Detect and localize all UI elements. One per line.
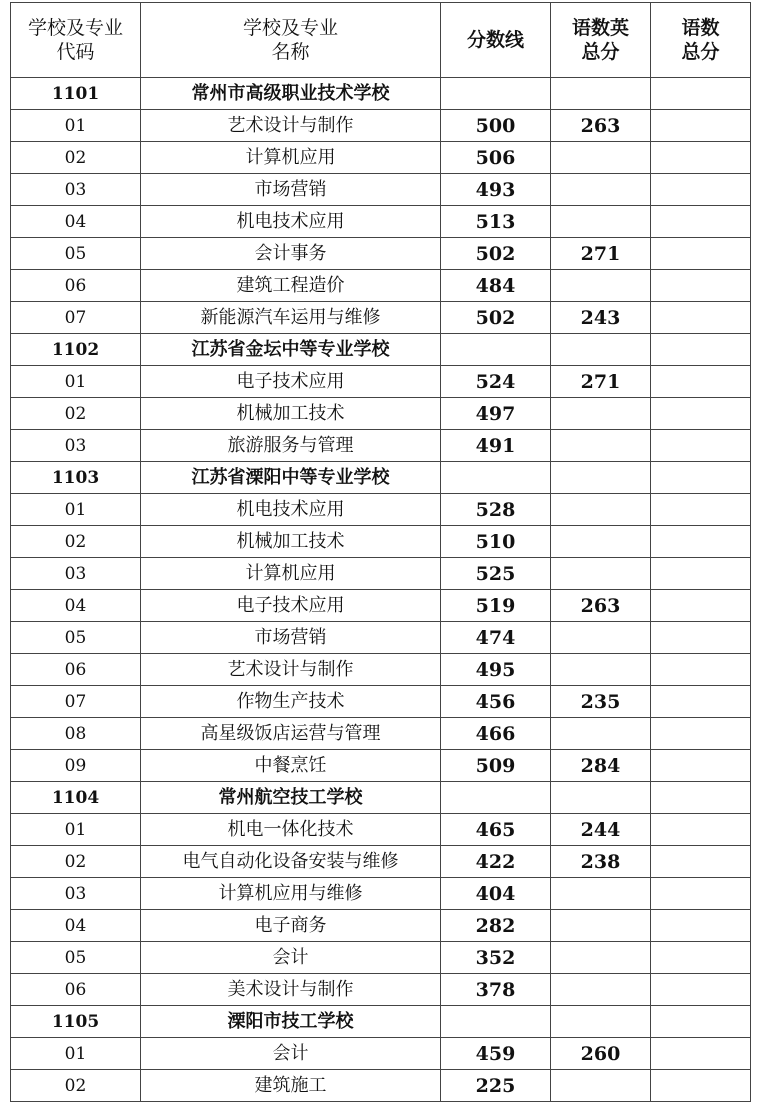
code-cell: 06 bbox=[11, 270, 141, 302]
school-row bbox=[11, 78, 751, 110]
major-row bbox=[11, 910, 751, 942]
chinese-math-total-cell bbox=[651, 654, 751, 686]
name-cell: 常州市高级职业技术学校 bbox=[141, 78, 441, 110]
score-cell: 524 bbox=[441, 366, 551, 398]
chinese-math-english-total-cell bbox=[551, 526, 651, 558]
score-cell: 352 bbox=[441, 942, 551, 974]
name-cell: 会计 bbox=[141, 1038, 441, 1070]
chinese-math-english-total-cell bbox=[551, 974, 651, 1006]
major-row bbox=[11, 238, 751, 270]
score-cell: 466 bbox=[441, 718, 551, 750]
major-row bbox=[11, 654, 751, 686]
code-cell: 05 bbox=[11, 238, 141, 270]
header-chinese-math-total bbox=[651, 3, 751, 78]
score-cell: 465 bbox=[441, 814, 551, 846]
major-row bbox=[11, 430, 751, 462]
chinese-math-english-total-cell bbox=[551, 878, 651, 910]
name-cell: 计算机应用与维修 bbox=[141, 878, 441, 910]
header-cme-line2: 总分 bbox=[581, 41, 620, 63]
major-row bbox=[11, 494, 751, 526]
header-score bbox=[441, 3, 551, 78]
score-cell: 491 bbox=[441, 430, 551, 462]
chinese-math-total-cell bbox=[651, 622, 751, 654]
chinese-math-english-total-cell bbox=[551, 782, 651, 814]
chinese-math-english-total-cell: 263 bbox=[551, 110, 651, 142]
name-cell: 机械加工技术 bbox=[141, 526, 441, 558]
score-cell: 456 bbox=[441, 686, 551, 718]
code-cell: 02 bbox=[11, 526, 141, 558]
score-cell bbox=[441, 334, 551, 366]
name-cell: 会计 bbox=[141, 942, 441, 974]
chinese-math-english-total-cell: 243 bbox=[551, 302, 651, 334]
code-cell: 04 bbox=[11, 910, 141, 942]
school-row bbox=[11, 1006, 751, 1038]
chinese-math-english-total-cell bbox=[551, 206, 651, 238]
header-cm-line2: 总分 bbox=[681, 41, 720, 63]
chinese-math-total-cell bbox=[651, 334, 751, 366]
code-cell: 04 bbox=[11, 206, 141, 238]
name-cell: 计算机应用 bbox=[141, 558, 441, 590]
chinese-math-total-cell bbox=[651, 686, 751, 718]
header-row bbox=[11, 3, 751, 78]
chinese-math-english-total-cell bbox=[551, 142, 651, 174]
score-cell: 502 bbox=[441, 302, 551, 334]
code-cell: 1102 bbox=[11, 334, 141, 366]
major-row bbox=[11, 942, 751, 974]
name-cell: 机械加工技术 bbox=[141, 398, 441, 430]
name-cell: 美术设计与制作 bbox=[141, 974, 441, 1006]
chinese-math-english-total-cell: 238 bbox=[551, 846, 651, 878]
chinese-math-english-total-cell bbox=[551, 334, 651, 366]
chinese-math-total-cell bbox=[651, 238, 751, 270]
chinese-math-total-cell bbox=[651, 1006, 751, 1038]
code-cell: 1105 bbox=[11, 1006, 141, 1038]
name-cell: 作物生产技术 bbox=[141, 686, 441, 718]
score-cell: 378 bbox=[441, 974, 551, 1006]
major-row bbox=[11, 686, 751, 718]
code-cell: 02 bbox=[11, 142, 141, 174]
chinese-math-english-total-cell: 284 bbox=[551, 750, 651, 782]
chinese-math-total-cell bbox=[651, 878, 751, 910]
chinese-math-total-cell bbox=[651, 78, 751, 110]
name-cell: 机电技术应用 bbox=[141, 494, 441, 526]
major-row bbox=[11, 526, 751, 558]
major-row bbox=[11, 174, 751, 206]
major-row bbox=[11, 622, 751, 654]
name-cell: 市场营销 bbox=[141, 622, 441, 654]
score-cell: 513 bbox=[441, 206, 551, 238]
header-chinese-math-english-total bbox=[551, 3, 651, 78]
code-cell: 01 bbox=[11, 366, 141, 398]
major-row bbox=[11, 110, 751, 142]
chinese-math-english-total-cell: 263 bbox=[551, 590, 651, 622]
chinese-math-total-cell bbox=[651, 142, 751, 174]
score-cell: 225 bbox=[441, 1070, 551, 1102]
chinese-math-total-cell bbox=[651, 910, 751, 942]
score-table-sheet bbox=[10, 2, 750, 1100]
name-cell: 电子技术应用 bbox=[141, 590, 441, 622]
school-row bbox=[11, 462, 751, 494]
chinese-math-total-cell bbox=[651, 494, 751, 526]
header-name-line1: 学校及专业 bbox=[242, 17, 338, 39]
chinese-math-english-total-cell bbox=[551, 1070, 651, 1102]
table-header bbox=[11, 3, 751, 78]
major-row bbox=[11, 142, 751, 174]
major-row bbox=[11, 878, 751, 910]
major-row bbox=[11, 718, 751, 750]
score-cell: 495 bbox=[441, 654, 551, 686]
major-row bbox=[11, 846, 751, 878]
code-cell: 02 bbox=[11, 398, 141, 430]
chinese-math-english-total-cell: 235 bbox=[551, 686, 651, 718]
name-cell: 艺术设计与制作 bbox=[141, 110, 441, 142]
code-cell: 01 bbox=[11, 814, 141, 846]
chinese-math-total-cell bbox=[651, 846, 751, 878]
score-cell: 528 bbox=[441, 494, 551, 526]
code-cell: 04 bbox=[11, 590, 141, 622]
code-cell: 05 bbox=[11, 942, 141, 974]
name-cell: 机电技术应用 bbox=[141, 206, 441, 238]
name-cell: 电子技术应用 bbox=[141, 366, 441, 398]
code-cell: 07 bbox=[11, 686, 141, 718]
score-cell: 484 bbox=[441, 270, 551, 302]
major-row bbox=[11, 1070, 751, 1102]
major-row bbox=[11, 398, 751, 430]
score-cell: 282 bbox=[441, 910, 551, 942]
header-code bbox=[11, 3, 141, 78]
chinese-math-english-total-cell: 271 bbox=[551, 238, 651, 270]
major-row bbox=[11, 1038, 751, 1070]
school-row bbox=[11, 334, 751, 366]
major-row bbox=[11, 302, 751, 334]
chinese-math-english-total-cell bbox=[551, 718, 651, 750]
chinese-math-total-cell bbox=[651, 1038, 751, 1070]
chinese-math-total-cell bbox=[651, 782, 751, 814]
chinese-math-total-cell bbox=[651, 974, 751, 1006]
school-row bbox=[11, 782, 751, 814]
chinese-math-total-cell bbox=[651, 558, 751, 590]
name-cell: 会计事务 bbox=[141, 238, 441, 270]
chinese-math-english-total-cell bbox=[551, 78, 651, 110]
code-cell: 03 bbox=[11, 174, 141, 206]
major-row bbox=[11, 590, 751, 622]
name-cell: 艺术设计与制作 bbox=[141, 654, 441, 686]
code-cell: 03 bbox=[11, 558, 141, 590]
name-cell: 计算机应用 bbox=[141, 142, 441, 174]
name-cell: 溧阳市技工学校 bbox=[141, 1006, 441, 1038]
major-row bbox=[11, 558, 751, 590]
score-cell: 474 bbox=[441, 622, 551, 654]
header-name bbox=[141, 3, 441, 78]
major-row bbox=[11, 206, 751, 238]
code-cell: 06 bbox=[11, 654, 141, 686]
code-cell: 03 bbox=[11, 878, 141, 910]
code-cell: 1104 bbox=[11, 782, 141, 814]
chinese-math-english-total-cell: 244 bbox=[551, 814, 651, 846]
chinese-math-english-total-cell bbox=[551, 462, 651, 494]
code-cell: 08 bbox=[11, 718, 141, 750]
score-cell: 502 bbox=[441, 238, 551, 270]
name-cell: 机电一体化技术 bbox=[141, 814, 441, 846]
header-code-line1: 学校及专业 bbox=[27, 17, 123, 39]
name-cell: 电子商务 bbox=[141, 910, 441, 942]
major-row bbox=[11, 974, 751, 1006]
code-cell: 09 bbox=[11, 750, 141, 782]
code-cell: 02 bbox=[11, 1070, 141, 1102]
chinese-math-english-total-cell bbox=[551, 654, 651, 686]
admission-score-table bbox=[10, 2, 751, 1102]
score-cell: 519 bbox=[441, 590, 551, 622]
chinese-math-total-cell bbox=[651, 366, 751, 398]
name-cell: 建筑施工 bbox=[141, 1070, 441, 1102]
chinese-math-total-cell bbox=[651, 590, 751, 622]
chinese-math-english-total-cell bbox=[551, 1006, 651, 1038]
chinese-math-total-cell bbox=[651, 174, 751, 206]
chinese-math-english-total-cell bbox=[551, 622, 651, 654]
chinese-math-english-total-cell: 271 bbox=[551, 366, 651, 398]
code-cell: 01 bbox=[11, 494, 141, 526]
chinese-math-total-cell bbox=[651, 1070, 751, 1102]
chinese-math-total-cell bbox=[651, 814, 751, 846]
code-cell: 05 bbox=[11, 622, 141, 654]
chinese-math-english-total-cell bbox=[551, 494, 651, 526]
name-cell: 常州航空技工学校 bbox=[141, 782, 441, 814]
score-cell: 459 bbox=[441, 1038, 551, 1070]
name-cell: 电气自动化设备安装与维修 bbox=[141, 846, 441, 878]
header-cm-line1: 语数 bbox=[681, 17, 720, 39]
score-cell: 506 bbox=[441, 142, 551, 174]
score-cell bbox=[441, 782, 551, 814]
code-cell: 1101 bbox=[11, 78, 141, 110]
chinese-math-english-total-cell: 260 bbox=[551, 1038, 651, 1070]
score-cell: 500 bbox=[441, 110, 551, 142]
chinese-math-english-total-cell bbox=[551, 910, 651, 942]
code-cell: 1103 bbox=[11, 462, 141, 494]
name-cell: 中餐烹饪 bbox=[141, 750, 441, 782]
score-cell: 422 bbox=[441, 846, 551, 878]
score-cell: 525 bbox=[441, 558, 551, 590]
chinese-math-total-cell bbox=[651, 398, 751, 430]
chinese-math-total-cell bbox=[651, 718, 751, 750]
header-score-label: 分数线 bbox=[466, 29, 524, 51]
score-cell: 404 bbox=[441, 878, 551, 910]
chinese-math-english-total-cell bbox=[551, 430, 651, 462]
score-cell: 493 bbox=[441, 174, 551, 206]
score-cell: 497 bbox=[441, 398, 551, 430]
score-cell: 509 bbox=[441, 750, 551, 782]
code-cell: 03 bbox=[11, 430, 141, 462]
name-cell: 高星级饭店运营与管理 bbox=[141, 718, 441, 750]
major-row bbox=[11, 814, 751, 846]
code-cell: 07 bbox=[11, 302, 141, 334]
header-cme-line1: 语数英 bbox=[571, 17, 629, 39]
chinese-math-total-cell bbox=[651, 526, 751, 558]
chinese-math-total-cell bbox=[651, 462, 751, 494]
major-row bbox=[11, 750, 751, 782]
chinese-math-english-total-cell bbox=[551, 942, 651, 974]
name-cell: 江苏省溧阳中等专业学校 bbox=[141, 462, 441, 494]
score-cell: 510 bbox=[441, 526, 551, 558]
chinese-math-english-total-cell bbox=[551, 174, 651, 206]
name-cell: 建筑工程造价 bbox=[141, 270, 441, 302]
chinese-math-total-cell bbox=[651, 206, 751, 238]
name-cell: 新能源汽车运用与维修 bbox=[141, 302, 441, 334]
table-body bbox=[11, 78, 751, 1102]
score-cell bbox=[441, 1006, 551, 1038]
name-cell: 市场营销 bbox=[141, 174, 441, 206]
name-cell: 江苏省金坛中等专业学校 bbox=[141, 334, 441, 366]
score-cell bbox=[441, 462, 551, 494]
chinese-math-total-cell bbox=[651, 750, 751, 782]
header-code-line2: 代码 bbox=[56, 41, 95, 63]
chinese-math-total-cell bbox=[651, 302, 751, 334]
major-row bbox=[11, 366, 751, 398]
chinese-math-total-cell bbox=[651, 110, 751, 142]
chinese-math-english-total-cell bbox=[551, 270, 651, 302]
chinese-math-english-total-cell bbox=[551, 558, 651, 590]
score-cell bbox=[441, 78, 551, 110]
code-cell: 06 bbox=[11, 974, 141, 1006]
code-cell: 02 bbox=[11, 846, 141, 878]
header-name-line2: 名称 bbox=[271, 41, 310, 63]
name-cell: 旅游服务与管理 bbox=[141, 430, 441, 462]
chinese-math-english-total-cell bbox=[551, 398, 651, 430]
chinese-math-total-cell bbox=[651, 942, 751, 974]
chinese-math-total-cell bbox=[651, 430, 751, 462]
code-cell: 01 bbox=[11, 110, 141, 142]
code-cell: 01 bbox=[11, 1038, 141, 1070]
major-row bbox=[11, 270, 751, 302]
chinese-math-total-cell bbox=[651, 270, 751, 302]
